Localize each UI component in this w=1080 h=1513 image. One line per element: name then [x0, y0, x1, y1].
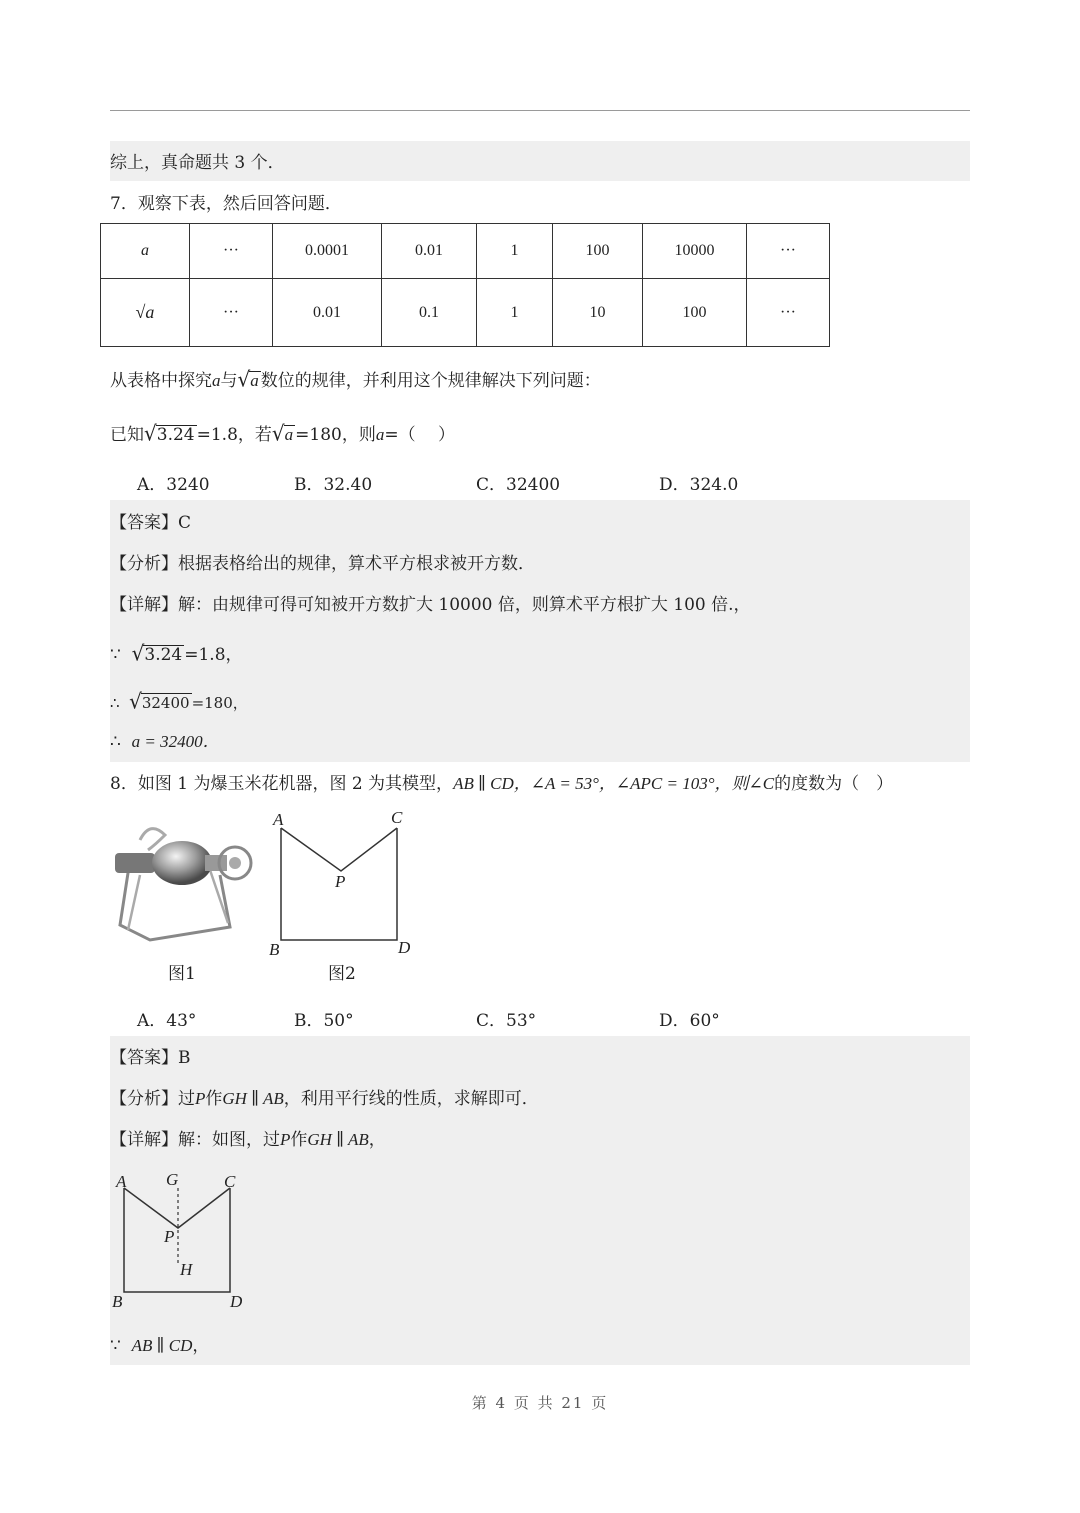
table-cell: 0.0001: [273, 224, 382, 279]
fig2-label-c: C: [391, 808, 403, 827]
fig3-label-p: P: [164, 1227, 175, 1246]
q7-analysis: 【分析】根据表格给出的规律，算术平方根求被开方数．: [110, 554, 535, 574]
q7-step-3: ∴ a = 32400．: [110, 732, 220, 752]
table-row: [101, 224, 830, 279]
q7-option-b: B．32.40: [294, 475, 373, 495]
q7-solution-block: [110, 500, 970, 762]
fig2-label-a: A: [273, 810, 284, 829]
q7-option-a: A．3240: [137, 475, 210, 495]
q7-detail: 【详解】解：由规律可得可知被开方数扩大 10000 倍，则算术平方根扩大 100 倍.，: [110, 595, 751, 615]
q8-last-step: ∵ AB ∥ CD，: [110, 1336, 210, 1356]
table-cell: 100: [553, 224, 643, 279]
fig3-label-b: B: [112, 1292, 123, 1311]
q7-table: [100, 223, 830, 347]
q8-option-d: D．60°: [659, 1011, 720, 1031]
fig2-label-b: B: [269, 940, 280, 959]
fig2-caption: 图2: [328, 964, 356, 984]
q8-stem: 8．如图 1 为爆玉米花机器，图 2 为其模型，AB ∥ CD，∠A = 53°，∠APC = 103°，则∠C的度数为（ ）: [110, 774, 894, 794]
fig3-label-c: C: [224, 1172, 236, 1191]
q8-option-a: A．43°: [137, 1011, 197, 1031]
q8-option-c: C．53°: [476, 1011, 537, 1031]
q7-option-c: C．32400: [476, 475, 561, 495]
table-cell: ···: [190, 224, 273, 279]
table-cell: a: [101, 224, 190, 279]
table-cell: ···: [190, 279, 273, 347]
table-cell: 0.01: [273, 279, 382, 347]
header-rule: [110, 110, 970, 111]
summary-text: 综上，真命题共 3 个．: [110, 153, 285, 173]
q7-step-2: ∴ √32400 =180，: [110, 688, 248, 714]
table-cell: 100: [643, 279, 747, 347]
q7-option-d: D．324.0: [659, 475, 739, 495]
table-cell: 10: [553, 279, 643, 347]
fig2-label-p: P: [335, 872, 346, 891]
q7-explore: 从表格中探究a与√a 数位的规律，并利用这个规律解决下列问题：: [110, 366, 601, 392]
table-cell: 10000: [643, 224, 747, 279]
fig3-label-a: A: [116, 1172, 127, 1191]
fig3-label-d: D: [230, 1292, 243, 1311]
fig3-label-g: G: [166, 1170, 179, 1189]
q8-answer: 【答案】B: [110, 1048, 191, 1068]
page-footer: 第 4 页 共 21 页: [471, 1394, 609, 1412]
table-cell: 0.01: [382, 224, 477, 279]
fig1-caption: 图1: [168, 964, 196, 984]
table-row: [101, 279, 830, 347]
q7-stem: 7．观察下表，然后回答问题．: [110, 194, 342, 214]
table-cell: 0.1: [382, 279, 477, 347]
fig3-label-h: H: [180, 1260, 193, 1279]
table-cell: √a: [101, 279, 190, 347]
q8-detail: 【详解】解：如图，过P作GH ∥ AB，: [110, 1130, 386, 1150]
table-cell: ···: [747, 224, 830, 279]
table-cell: 1: [477, 224, 553, 279]
q7-answer: 【答案】C: [110, 513, 192, 533]
table-cell: 1: [477, 279, 553, 347]
q7-known: 已知√3.24 =1.8，若√a =180，则a=（ ）: [110, 420, 455, 446]
popcorn-machine-figure: [110, 815, 255, 945]
table-cell: ···: [747, 279, 830, 347]
q7-step-1: ∵ √3.24 =1.8，: [110, 640, 243, 666]
fig2-label-d: D: [398, 938, 411, 957]
q8-analysis: 【分析】过P作GH ∥ AB，利用平行线的性质，求解即可．: [110, 1089, 539, 1109]
q8-option-b: B．50°: [294, 1011, 354, 1031]
